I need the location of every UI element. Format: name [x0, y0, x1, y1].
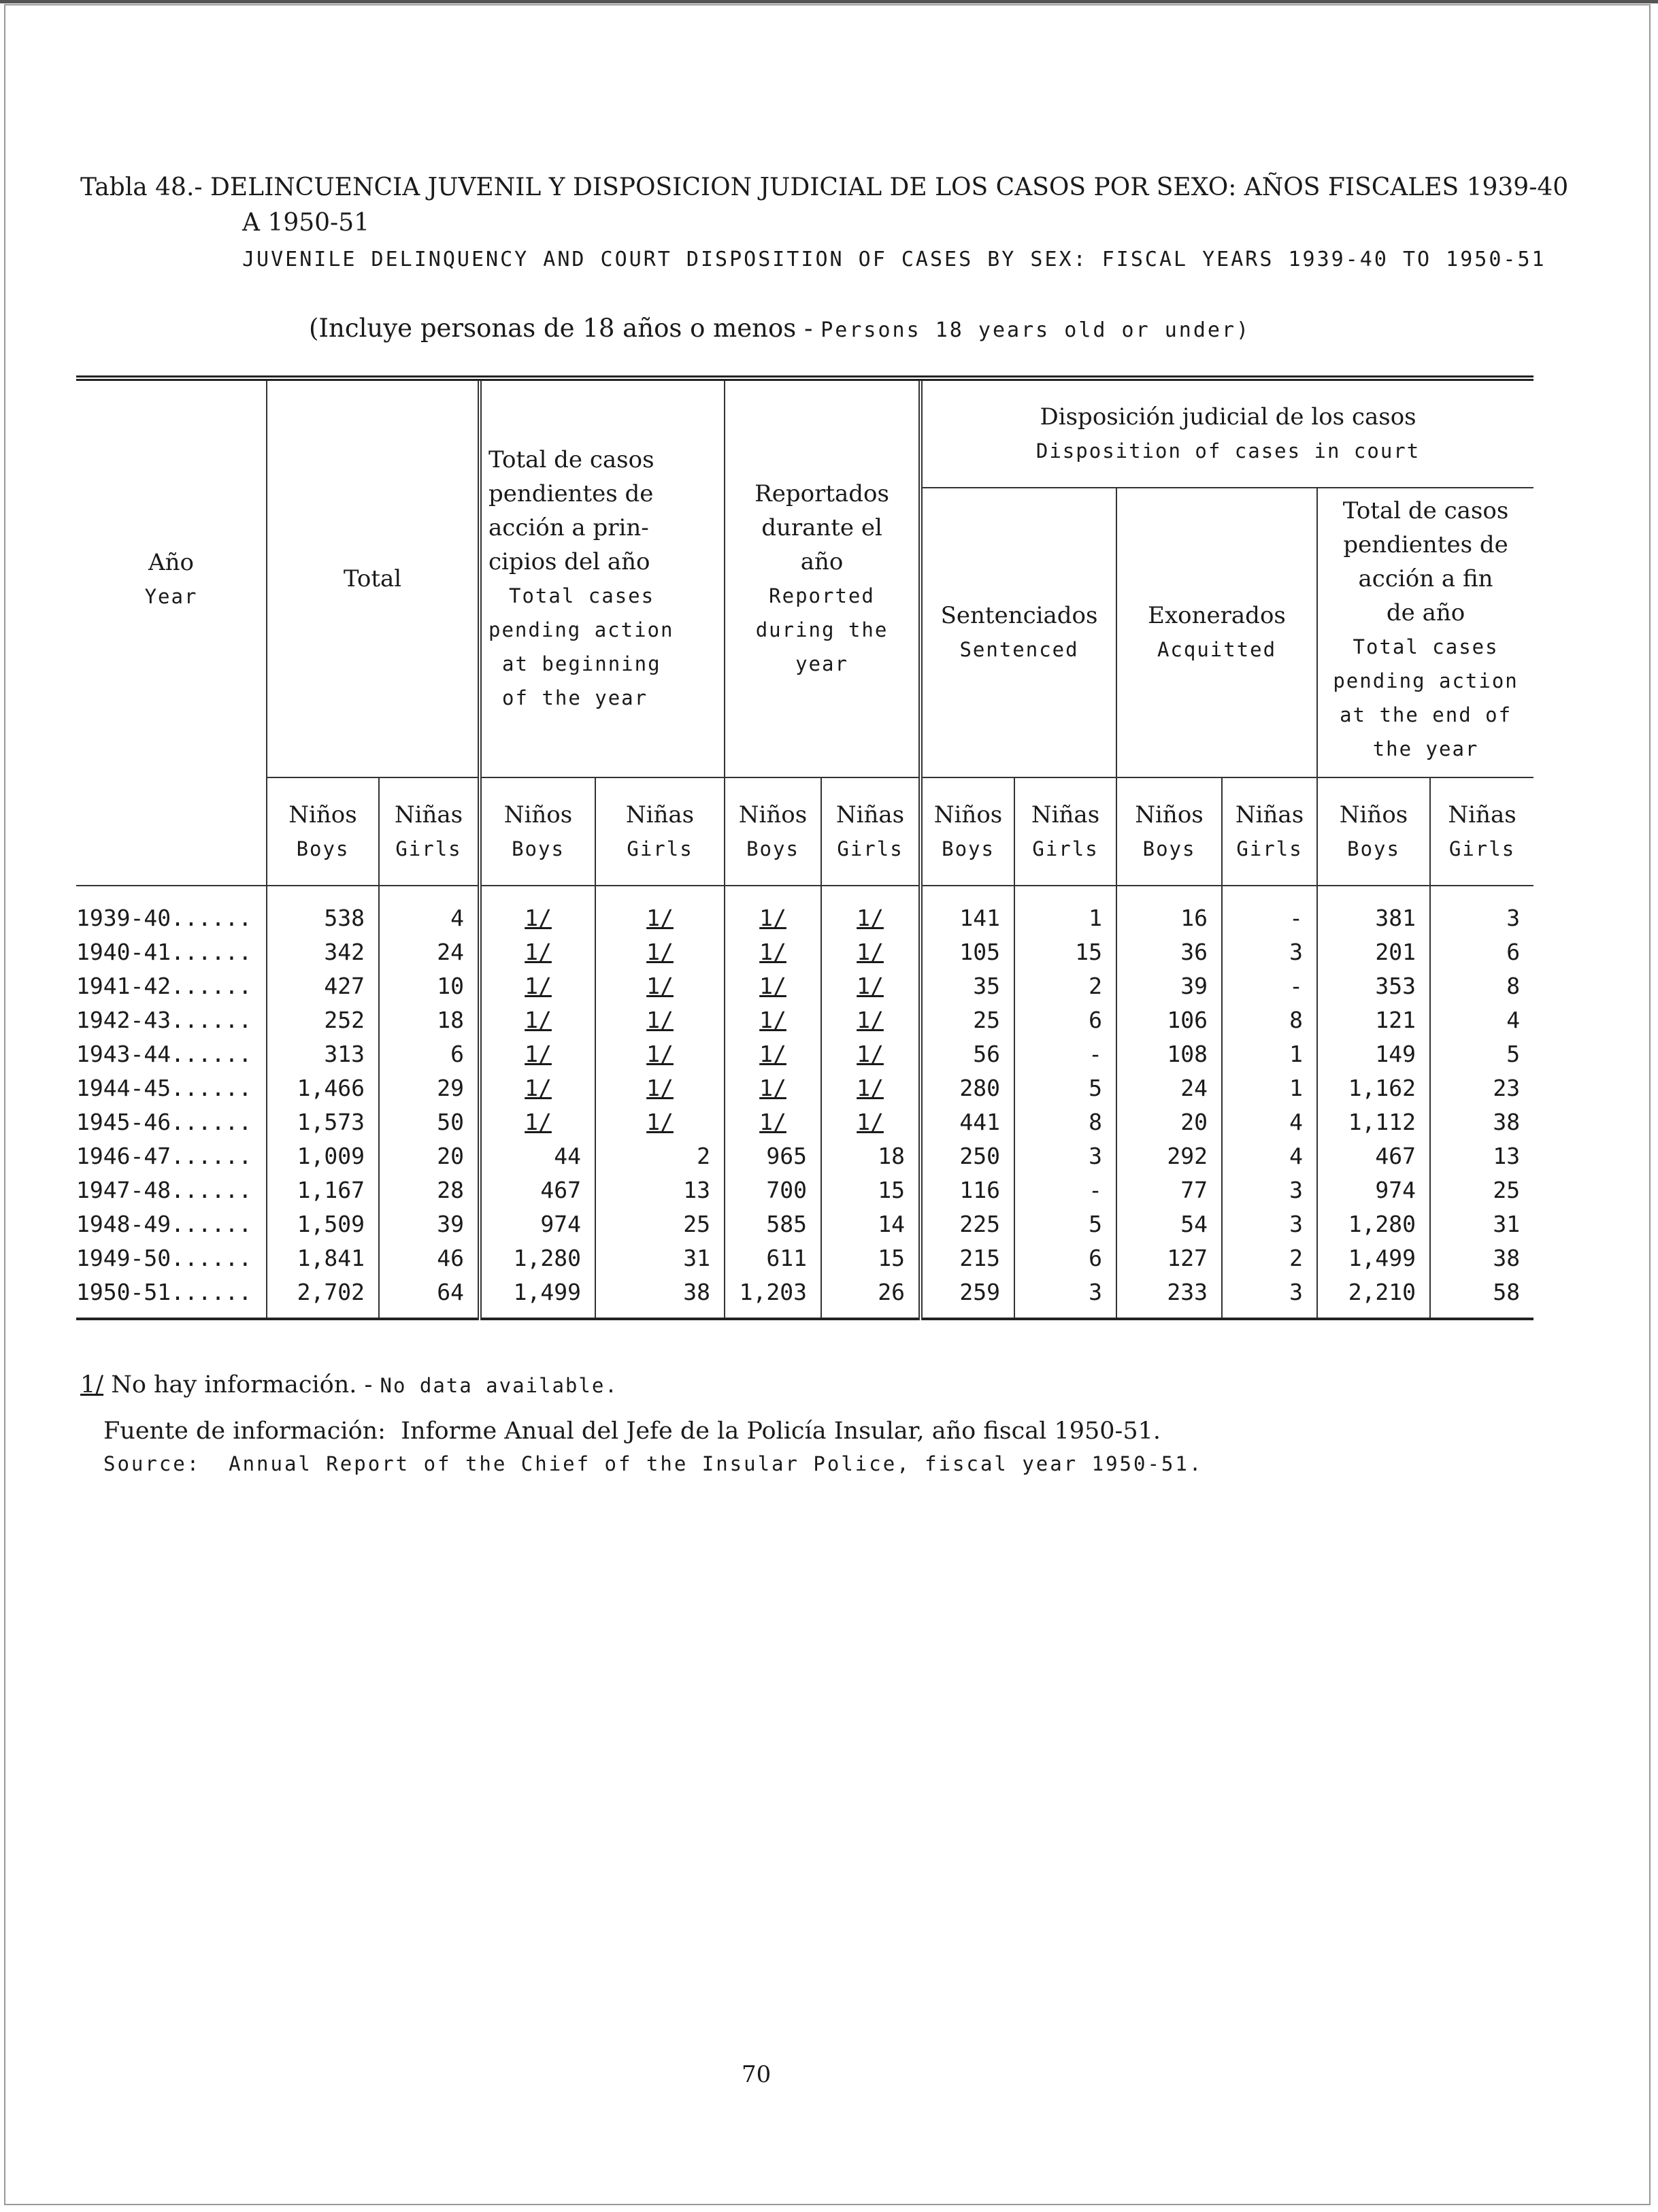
pending-begin-es-3: acción a prin- [488, 514, 649, 541]
table-cell: 225 [921, 1207, 1014, 1241]
pending-end-en-3: at the end of [1340, 703, 1512, 726]
girls-en: Girls [395, 837, 462, 860]
table-cell: 6 [1014, 1241, 1116, 1275]
table-cell: 39 [379, 1207, 480, 1241]
data-table [76, 375, 1533, 1320]
row-year: 1949-50...... [76, 1241, 267, 1275]
row-year: 1941-42...... [76, 969, 267, 1003]
table-cell: 538 [267, 886, 379, 935]
table-cell: 313 [267, 1037, 379, 1071]
table-cell: 5 [1014, 1071, 1116, 1105]
table-row [76, 969, 1533, 1003]
total-girls-header [379, 777, 480, 886]
table-cell: 8 [1014, 1105, 1116, 1139]
table-cell: 1/ [595, 969, 725, 1003]
table-cell: 3 [1222, 1207, 1317, 1241]
table-cell: 149 [1317, 1037, 1430, 1071]
table-cell: 292 [1116, 1139, 1222, 1173]
table-cell: 77 [1116, 1173, 1222, 1207]
table-row [76, 1037, 1533, 1071]
table-cell: 1/ [821, 1037, 921, 1071]
table-cell: 18 [821, 1139, 921, 1173]
row-year: 1943-44...... [76, 1037, 267, 1071]
disposition-header [921, 378, 1533, 488]
table-cell: 1/ [821, 1003, 921, 1037]
boys-es: Niños [503, 801, 573, 828]
table-cell: 38 [1493, 1245, 1521, 1271]
table-cell: 6 [379, 1037, 480, 1071]
table-row [76, 1207, 1533, 1241]
title-english: JUVENILE DELINQUENCY AND COURT DISPOSITION OF CASES BY SEX: FISCAL YEARS 1939-40 TO 1950-51 [242, 248, 1546, 271]
table-cell: 58 [1493, 1279, 1521, 1305]
table-cell: 1/ [821, 935, 921, 969]
table-cell: 611 [725, 1241, 821, 1275]
table-cell: 1/ [725, 1071, 821, 1105]
table-cell: 1/ [480, 1003, 595, 1037]
table-cell: 13 [1493, 1143, 1521, 1169]
reported-header [725, 378, 921, 777]
disposition-en: Disposition of cases in court [1035, 439, 1421, 463]
table-cell: 1/ [480, 886, 595, 935]
table-cell: 31 [595, 1241, 725, 1275]
table-cell: 441 [921, 1105, 1014, 1139]
year-header-es: Año [148, 548, 194, 576]
table-cell: 38 [1493, 1109, 1521, 1135]
table-cell: 25 [921, 1003, 1014, 1037]
table-cell: 1,509 [267, 1207, 379, 1241]
boys-es: Niños [738, 801, 808, 828]
boys-en: Boys [1347, 837, 1400, 860]
table-cell: 342 [267, 935, 379, 969]
acquitted-boys-header [1116, 777, 1222, 886]
acquitted-en: Acquitted [1157, 638, 1277, 661]
table-cell: - [1014, 1037, 1116, 1071]
row-year: 1942-43...... [76, 1003, 267, 1037]
pending-end-es-3: acción a fin [1358, 565, 1493, 592]
table-cell: 1/ [595, 886, 725, 935]
table-cell: 259 [921, 1275, 1014, 1319]
girls-en: Girls [1236, 837, 1303, 860]
table-cell: 1/ [821, 969, 921, 1003]
table-row [76, 1241, 1533, 1275]
table-cell: 1,112 [1317, 1105, 1430, 1139]
year-header-spacer [76, 777, 267, 886]
top-edge [0, 0, 1658, 3]
reported-es-1: Reportados [755, 480, 889, 507]
table-cell: 3 [1222, 935, 1317, 969]
girls-es: Niñas [625, 801, 695, 828]
table-cell: 4 [379, 886, 480, 935]
table-cell: 3 [1222, 1275, 1317, 1319]
source-english: Source: Annual Report of the Chief of the Insular Police, fiscal year 1950-51. [103, 1452, 1204, 1475]
year-header-en: Year [144, 584, 198, 608]
boys-en: Boys [1142, 837, 1196, 860]
table-cell: 5 [1014, 1207, 1116, 1241]
acquitted-header [1116, 488, 1317, 777]
row-year: 1940-41...... [76, 935, 267, 969]
table-cell: 15 [1014, 935, 1116, 969]
table-cell: 1/ [480, 935, 595, 969]
table-cell: 116 [921, 1173, 1014, 1207]
table-cell: 141 [921, 886, 1014, 935]
table-cell: 1,499 [480, 1275, 595, 1319]
table-cell: 13 [595, 1173, 725, 1207]
footnote-mark: 1/ [80, 1371, 104, 1398]
pending-begin-en-1: Total cases [509, 584, 655, 607]
table-cell: 427 [267, 969, 379, 1003]
title-spanish-line1: DELINCUENCIA JUVENIL Y DISPOSICION JUDICIAL DE LOS CASOS POR SEXO: AÑOS FISCALES 1939-40 [210, 173, 1569, 201]
table-cell: 2 [1014, 969, 1116, 1003]
table-cell: 8 [1506, 973, 1521, 999]
table-cell: 2,210 [1317, 1275, 1430, 1319]
table-cell: 1,499 [1317, 1241, 1430, 1275]
table-cell: 54 [1116, 1207, 1222, 1241]
table-cell: 3 [1014, 1139, 1116, 1173]
footnote-es: No hay información. - [103, 1371, 380, 1398]
sentenced-header [921, 488, 1116, 777]
acquitted-es: Exonerados [1148, 602, 1286, 629]
table-cell: 1/ [595, 935, 725, 969]
table-cell: 1,280 [480, 1241, 595, 1275]
boys-es: Niños [933, 801, 1003, 828]
table-cell: 24 [1116, 1071, 1222, 1105]
pending-end-boys-header [1317, 777, 1430, 886]
pending-end-header [1317, 488, 1533, 777]
girls-en: Girls [1448, 837, 1516, 860]
table-cell: 965 [725, 1139, 821, 1173]
total-boys-header [267, 777, 379, 886]
pending-end-girls-header [1430, 777, 1533, 886]
pending-begin-es-1: Total de casos [488, 446, 654, 473]
table-cell: 36 [1116, 935, 1222, 969]
table-cell: 46 [379, 1241, 480, 1275]
table-cell: 10 [379, 969, 480, 1003]
table-cell: 50 [379, 1105, 480, 1139]
table-cell: 1/ [595, 1037, 725, 1071]
table-cell: 974 [480, 1207, 595, 1241]
table-cell: 39 [1116, 969, 1222, 1003]
table-body [76, 886, 1533, 1319]
girls-es: Niñas [1031, 801, 1100, 828]
table-cell: 1,466 [267, 1071, 379, 1105]
table-cell: 25 [1493, 1177, 1521, 1203]
subtitle-english: Persons 18 years old or under) [820, 318, 1251, 342]
table-cell: 1,167 [267, 1173, 379, 1207]
table-title [80, 171, 1568, 204]
table-cell: 3 [1222, 1173, 1317, 1207]
reported-es-3: año [800, 548, 844, 575]
row-year: 1946-47...... [76, 1139, 267, 1173]
table-cell: 127 [1116, 1241, 1222, 1275]
table-cell: 121 [1317, 1003, 1430, 1037]
row-year: 1945-46...... [76, 1105, 267, 1139]
table-cell: 1/ [595, 1003, 725, 1037]
table-cell: - [1222, 886, 1317, 935]
sentenced-en: Sentenced [959, 638, 1079, 661]
footnote [80, 1369, 618, 1403]
girls-es: Niñas [1448, 801, 1516, 828]
table-cell: 3 [1506, 905, 1521, 931]
table-cell: 1 [1014, 886, 1116, 935]
table-cell: 29 [379, 1071, 480, 1105]
boys-es: Niños [1135, 801, 1204, 828]
table-cell: 250 [921, 1139, 1014, 1173]
pending-begin-en-4: of the year [502, 686, 648, 709]
table-cell: 252 [267, 1003, 379, 1037]
pending-begin-en-3: at beginning [502, 652, 661, 675]
table-cell: 4 [1222, 1105, 1317, 1139]
table-cell: 1/ [480, 1071, 595, 1105]
table-cell: 201 [1317, 935, 1430, 969]
table-row [76, 1003, 1533, 1037]
table-cell: 31 [1493, 1211, 1521, 1237]
table-cell: 35 [921, 969, 1014, 1003]
table-cell: 467 [1317, 1139, 1430, 1173]
boys-en: Boys [296, 837, 350, 860]
table-cell: 6 [1014, 1003, 1116, 1037]
sentenced-es: Sentenciados [940, 602, 1098, 629]
boys-es: Niños [288, 801, 357, 828]
table-cell: 1/ [725, 1003, 821, 1037]
table-cell: 2 [595, 1139, 725, 1173]
table-cell: 1/ [480, 1105, 595, 1139]
total-header [267, 378, 480, 777]
pending-end-es-4: de año [1386, 599, 1465, 626]
table-cell: 381 [1317, 886, 1430, 935]
table-cell: 6 [1506, 939, 1521, 965]
table-cell: 26 [821, 1275, 921, 1319]
table-cell: - [1222, 969, 1317, 1003]
table-cell: 20 [1116, 1105, 1222, 1139]
table-cell: 1/ [725, 1037, 821, 1071]
table-cell: 56 [921, 1037, 1014, 1071]
table-cell: 1/ [595, 1105, 725, 1139]
table-cell: 215 [921, 1241, 1014, 1275]
table-row [76, 1105, 1533, 1139]
reported-en-3: year [795, 652, 848, 675]
reported-girls-header [821, 777, 921, 886]
reported-es-2: durante el [761, 514, 882, 541]
boys-es: Niños [1339, 801, 1408, 828]
table-cell: 18 [379, 1003, 480, 1037]
table-cell: 1/ [725, 886, 821, 935]
table-cell: 1/ [821, 886, 921, 935]
table-cell: 1/ [725, 935, 821, 969]
row-year: 1944-45...... [76, 1071, 267, 1105]
table-cell: 25 [595, 1207, 725, 1241]
table-cell: 974 [1317, 1173, 1430, 1207]
table-cell: 1,162 [1317, 1071, 1430, 1105]
table-cell: 2 [1222, 1241, 1317, 1275]
table-cell: 1/ [821, 1105, 921, 1139]
pending-end-en-2: pending action [1333, 669, 1519, 692]
table-cell: 106 [1116, 1003, 1222, 1037]
row-year: 1939-40...... [76, 886, 267, 935]
pending-begin-girls-header [595, 777, 725, 886]
year-header [76, 378, 267, 777]
pending-begin-es-4: cipios del año [488, 548, 650, 575]
pending-begin-es-2: pendientes de [488, 480, 654, 507]
table-label: Tabla 48.- [80, 173, 203, 201]
table-cell: 4 [1222, 1139, 1317, 1173]
pending-begin-header [480, 378, 725, 777]
reported-boys-header [725, 777, 821, 886]
total-header-es: Total [343, 565, 402, 592]
subtitle-spanish: (Incluye personas de 18 años o menos - [309, 314, 821, 343]
page-number: 70 [742, 2061, 772, 2088]
table-cell: 1/ [725, 1105, 821, 1139]
reported-en-1: Reported [769, 584, 875, 607]
girls-es: Niñas [1235, 801, 1304, 828]
table-cell: 64 [379, 1275, 480, 1319]
table-row [76, 1139, 1533, 1173]
table-cell: 44 [480, 1139, 595, 1173]
table-cell: 280 [921, 1071, 1014, 1105]
girls-en: Girls [837, 837, 903, 860]
table-cell: 20 [379, 1139, 480, 1173]
table-row [76, 1071, 1533, 1105]
table-row [76, 1275, 1533, 1319]
table-cell: 105 [921, 935, 1014, 969]
table-cell: 700 [725, 1173, 821, 1207]
table-cell: 353 [1317, 969, 1430, 1003]
table-cell: 233 [1116, 1275, 1222, 1319]
table-cell: 2,702 [267, 1275, 379, 1319]
table-cell: 23 [1493, 1075, 1521, 1101]
title-spanish-line2: A 1950-51 [242, 209, 370, 237]
boys-en: Boys [746, 837, 799, 860]
pending-end-es-1: Total de casos [1342, 497, 1509, 524]
table-cell: 467 [480, 1173, 595, 1207]
girls-es: Niñas [835, 801, 905, 828]
table-cell: 14 [821, 1207, 921, 1241]
pending-end-es-2: pendientes de [1343, 531, 1508, 558]
acquitted-girls-header [1222, 777, 1317, 886]
table-cell: 15 [821, 1241, 921, 1275]
reported-en-2: during the [755, 618, 889, 641]
sentenced-girls-header [1014, 777, 1116, 886]
table-cell: 1,203 [725, 1275, 821, 1319]
footnote-en: No data available. [380, 1374, 618, 1397]
table-cell: 1,573 [267, 1105, 379, 1139]
table-cell: 3 [1014, 1275, 1116, 1319]
table-cell: 1/ [480, 969, 595, 1003]
table-cell: 1/ [821, 1071, 921, 1105]
table-cell: 1,841 [267, 1241, 379, 1275]
source-spanish: Fuente de información: Informe Anual del Jefe de la Policía Insular, año fiscal 1950-51. [103, 1418, 1161, 1445]
table-cell: 1/ [595, 1071, 725, 1105]
pending-begin-boys-header [480, 777, 595, 886]
disposition-es: Disposición judicial de los casos [1040, 403, 1416, 431]
table-cell: 5 [1506, 1041, 1521, 1067]
boys-en: Boys [512, 837, 565, 860]
table-cell: 1 [1222, 1037, 1317, 1071]
subtitle [309, 312, 1250, 348]
row-year: 1947-48...... [76, 1173, 267, 1207]
girls-en: Girls [1032, 837, 1099, 860]
table-cell: 108 [1116, 1037, 1222, 1071]
table-cell: 1 [1222, 1071, 1317, 1105]
boys-en: Boys [942, 837, 995, 860]
table-row [76, 1173, 1533, 1207]
table-cell: 8 [1222, 1003, 1317, 1037]
table-cell: 1,009 [267, 1139, 379, 1173]
row-year: 1948-49...... [76, 1207, 267, 1241]
pending-begin-en-2: pending action [488, 618, 674, 641]
table-cell: 4 [1506, 1007, 1521, 1033]
pending-end-en-1: Total cases [1353, 635, 1499, 658]
table-row [76, 886, 1533, 935]
table-cell: 1/ [725, 969, 821, 1003]
row-year: 1950-51...... [76, 1275, 267, 1319]
table-cell: 16 [1116, 886, 1222, 935]
sentenced-boys-header [921, 777, 1014, 886]
table-cell: 585 [725, 1207, 821, 1241]
table-row [76, 935, 1533, 969]
table-cell: 24 [379, 935, 480, 969]
table-cell: 1,280 [1317, 1207, 1430, 1241]
pending-end-en-4: the year [1372, 737, 1479, 760]
table-cell: 28 [379, 1173, 480, 1207]
girls-es: Niñas [394, 801, 463, 828]
table-cell: 38 [595, 1275, 725, 1319]
table-cell: - [1014, 1173, 1116, 1207]
girls-en: Girls [627, 837, 693, 860]
table-cell: 1/ [480, 1037, 595, 1071]
table-cell: 15 [821, 1173, 921, 1207]
